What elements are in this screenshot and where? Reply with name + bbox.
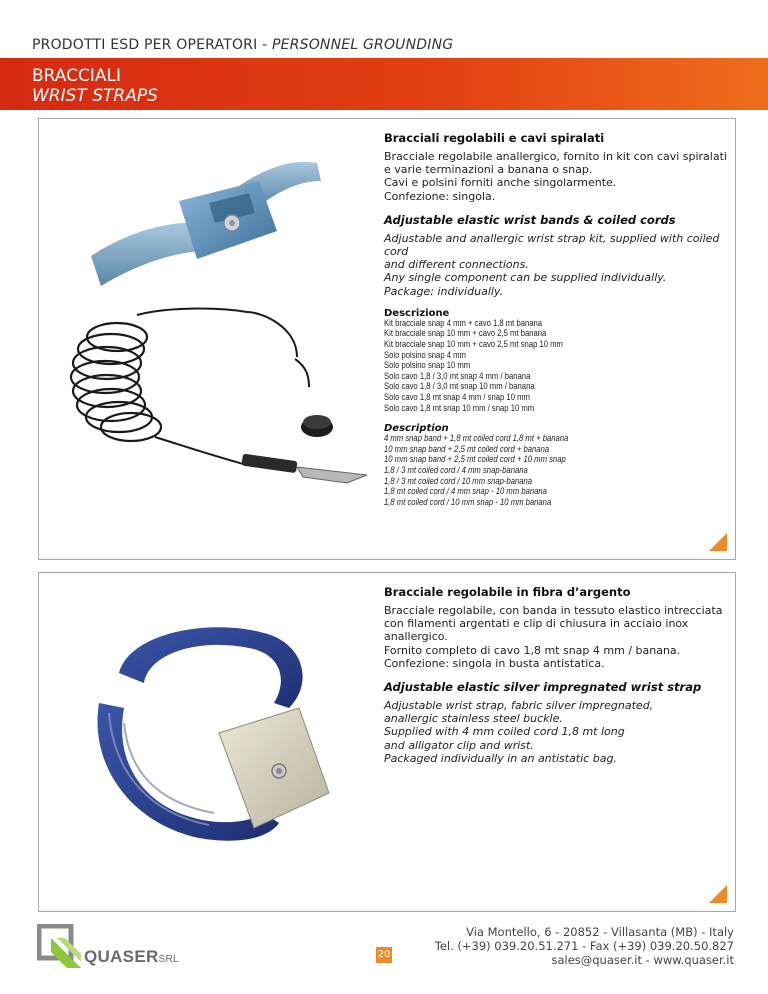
product2-title-en: Adjustable elastic silver impregnated wrist strap <box>384 680 702 695</box>
page-number: 20 <box>376 947 392 963</box>
product1-text <box>384 131 729 508</box>
desc-line: Adjustable wrist strap, fabric silver impregnated, <box>384 699 654 713</box>
desc-line: e varie terminazioni a banana o snap. <box>384 163 593 177</box>
product1-desc-it <box>384 150 729 203</box>
silver-wrist-strap-image <box>89 613 339 863</box>
section-header <box>32 37 453 53</box>
list-item: Solo polsino snap 10 mm <box>384 360 471 372</box>
list-en <box>384 434 660 508</box>
category-it: PRODOTTI ESD PER OPERATORI - <box>32 37 272 53</box>
list-item: 1,8 / 3 mt coiled cord / 10 mm snap-banana <box>384 475 533 487</box>
corner-triangle-icon <box>709 533 727 551</box>
corner-triangle-icon <box>709 885 727 903</box>
desc-line: Any single component can be supplied individually. <box>384 271 667 285</box>
desc-line: Bracciale regolabile anallergico, fornito in kit con cavi spiralati <box>384 150 727 163</box>
product1-desc-en <box>384 232 729 298</box>
product2-desc-it <box>384 604 729 670</box>
desc-line: Packaged individually in an antistatic bag. <box>384 751 617 765</box>
brand-suffix: SRL <box>158 954 179 965</box>
list-item: Solo cavo 1,8 mt snap 4 mm / snap 10 mm <box>384 391 530 403</box>
quaser-logo-icon <box>37 924 81 968</box>
brand-name <box>84 947 179 967</box>
desc-line: Confezione: singola in busta antistatica. <box>384 656 605 670</box>
contact-address <box>435 925 734 967</box>
list-item: Kit bracciale snap 4 mm + cavo 1,8 mt banana <box>384 317 543 329</box>
product2-title-it: Bracciale regolabile in fibra d’argento <box>384 585 631 599</box>
list-item: Kit bracciale snap 10 mm + cavo 2,5 mt banana <box>384 328 547 340</box>
list-title-it: Descrizione <box>384 307 450 319</box>
coiled-cord-image <box>47 297 372 507</box>
desc-line: Supplied with 4 mm coiled cord 1,8 mt long <box>384 725 625 739</box>
product1-title-en: Adjustable elastic wrist bands & coiled cords <box>384 212 676 227</box>
list-item: 4 mm snap band + 1,8 mt coiled cord 1,8 mt + banana <box>384 433 569 445</box>
product-card-wrist-straps <box>38 118 736 560</box>
desc-line: anallergic stainless steel buckle. <box>384 712 563 726</box>
page-title-en: WRIST STRAPS <box>32 86 158 106</box>
desc-line: con filamenti argentati e clip di chiusura in acciaio inox anallergico. <box>384 617 689 644</box>
list-item: 1,8 / 3 mt coiled cord / 4 mm snap-banana <box>384 464 528 476</box>
product-card-silver-strap <box>38 572 736 912</box>
desc-line: and different connections. <box>384 258 529 272</box>
desc-line: Package: individually. <box>384 284 504 298</box>
product2-desc-en <box>384 699 729 765</box>
list-item: Solo cavo 1,8 / 3,0 mt snap 4 mm / banana <box>384 370 531 382</box>
desc-line: Adjustable and anallergic wrist strap kit, supplied with coiled cord <box>384 231 720 259</box>
title-banner <box>0 58 768 110</box>
list-title-en: Description <box>384 423 449 435</box>
list-item: 1,8 mt coiled cord / 4 mm snap - 10 mm banana <box>384 486 547 498</box>
wrist-strap-image <box>89 141 329 291</box>
address-line: sales@quaser.it - www.quaser.it <box>551 953 734 967</box>
list-item: Solo cavo 1,8 / 3,0 mt snap 10 mm / banana <box>384 381 535 393</box>
category-en: PERSONNEL GROUNDING <box>272 37 454 53</box>
address-line: Via Montello, 6 - 20852 - Villasanta (MB) - Italy <box>466 925 734 939</box>
list-item: Kit bracciale snap 10 mm + cavo 2,5 mt snap 10 mm <box>384 339 563 351</box>
desc-line: Fornito completo di cavo 1,8 mt snap 4 mm / banana. <box>384 643 681 657</box>
list-item: 1,8 mt coiled cord / 10 mm snap - 10 mm banana <box>384 496 552 508</box>
product1-title-it: Bracciali regolabili e cavi spiralati <box>384 131 605 145</box>
desc-line: Bracciale regolabile, con banda in tessuto elastico intrecciata <box>384 604 723 617</box>
product2-text <box>384 585 729 765</box>
list-item: 10 mm snap band + 2,5 mt coiled cord + 10 mm snap <box>384 454 566 466</box>
list-it <box>384 319 660 414</box>
address-line: Tel. (+39) 039.20.51.271 - Fax (+39) 039.20.50.827 <box>434 939 734 953</box>
desc-line: and alligator clip and wrist. <box>384 738 534 752</box>
list-item: Solo cavo 1,8 mt snap 10 mm / snap 10 mm <box>384 402 535 414</box>
list-item: Solo polsino snap 4 mm <box>384 349 466 361</box>
page-title: BRACCIALI <box>32 66 121 86</box>
desc-line: Confezione: singola. <box>384 189 496 203</box>
desc-line: Cavi e polsini forniti anche singolarmente. <box>384 176 617 190</box>
list-item: 10 mm snap band + 2,5 mt coiled cord + banana <box>384 443 550 455</box>
brand-main: QUASER <box>84 947 159 966</box>
